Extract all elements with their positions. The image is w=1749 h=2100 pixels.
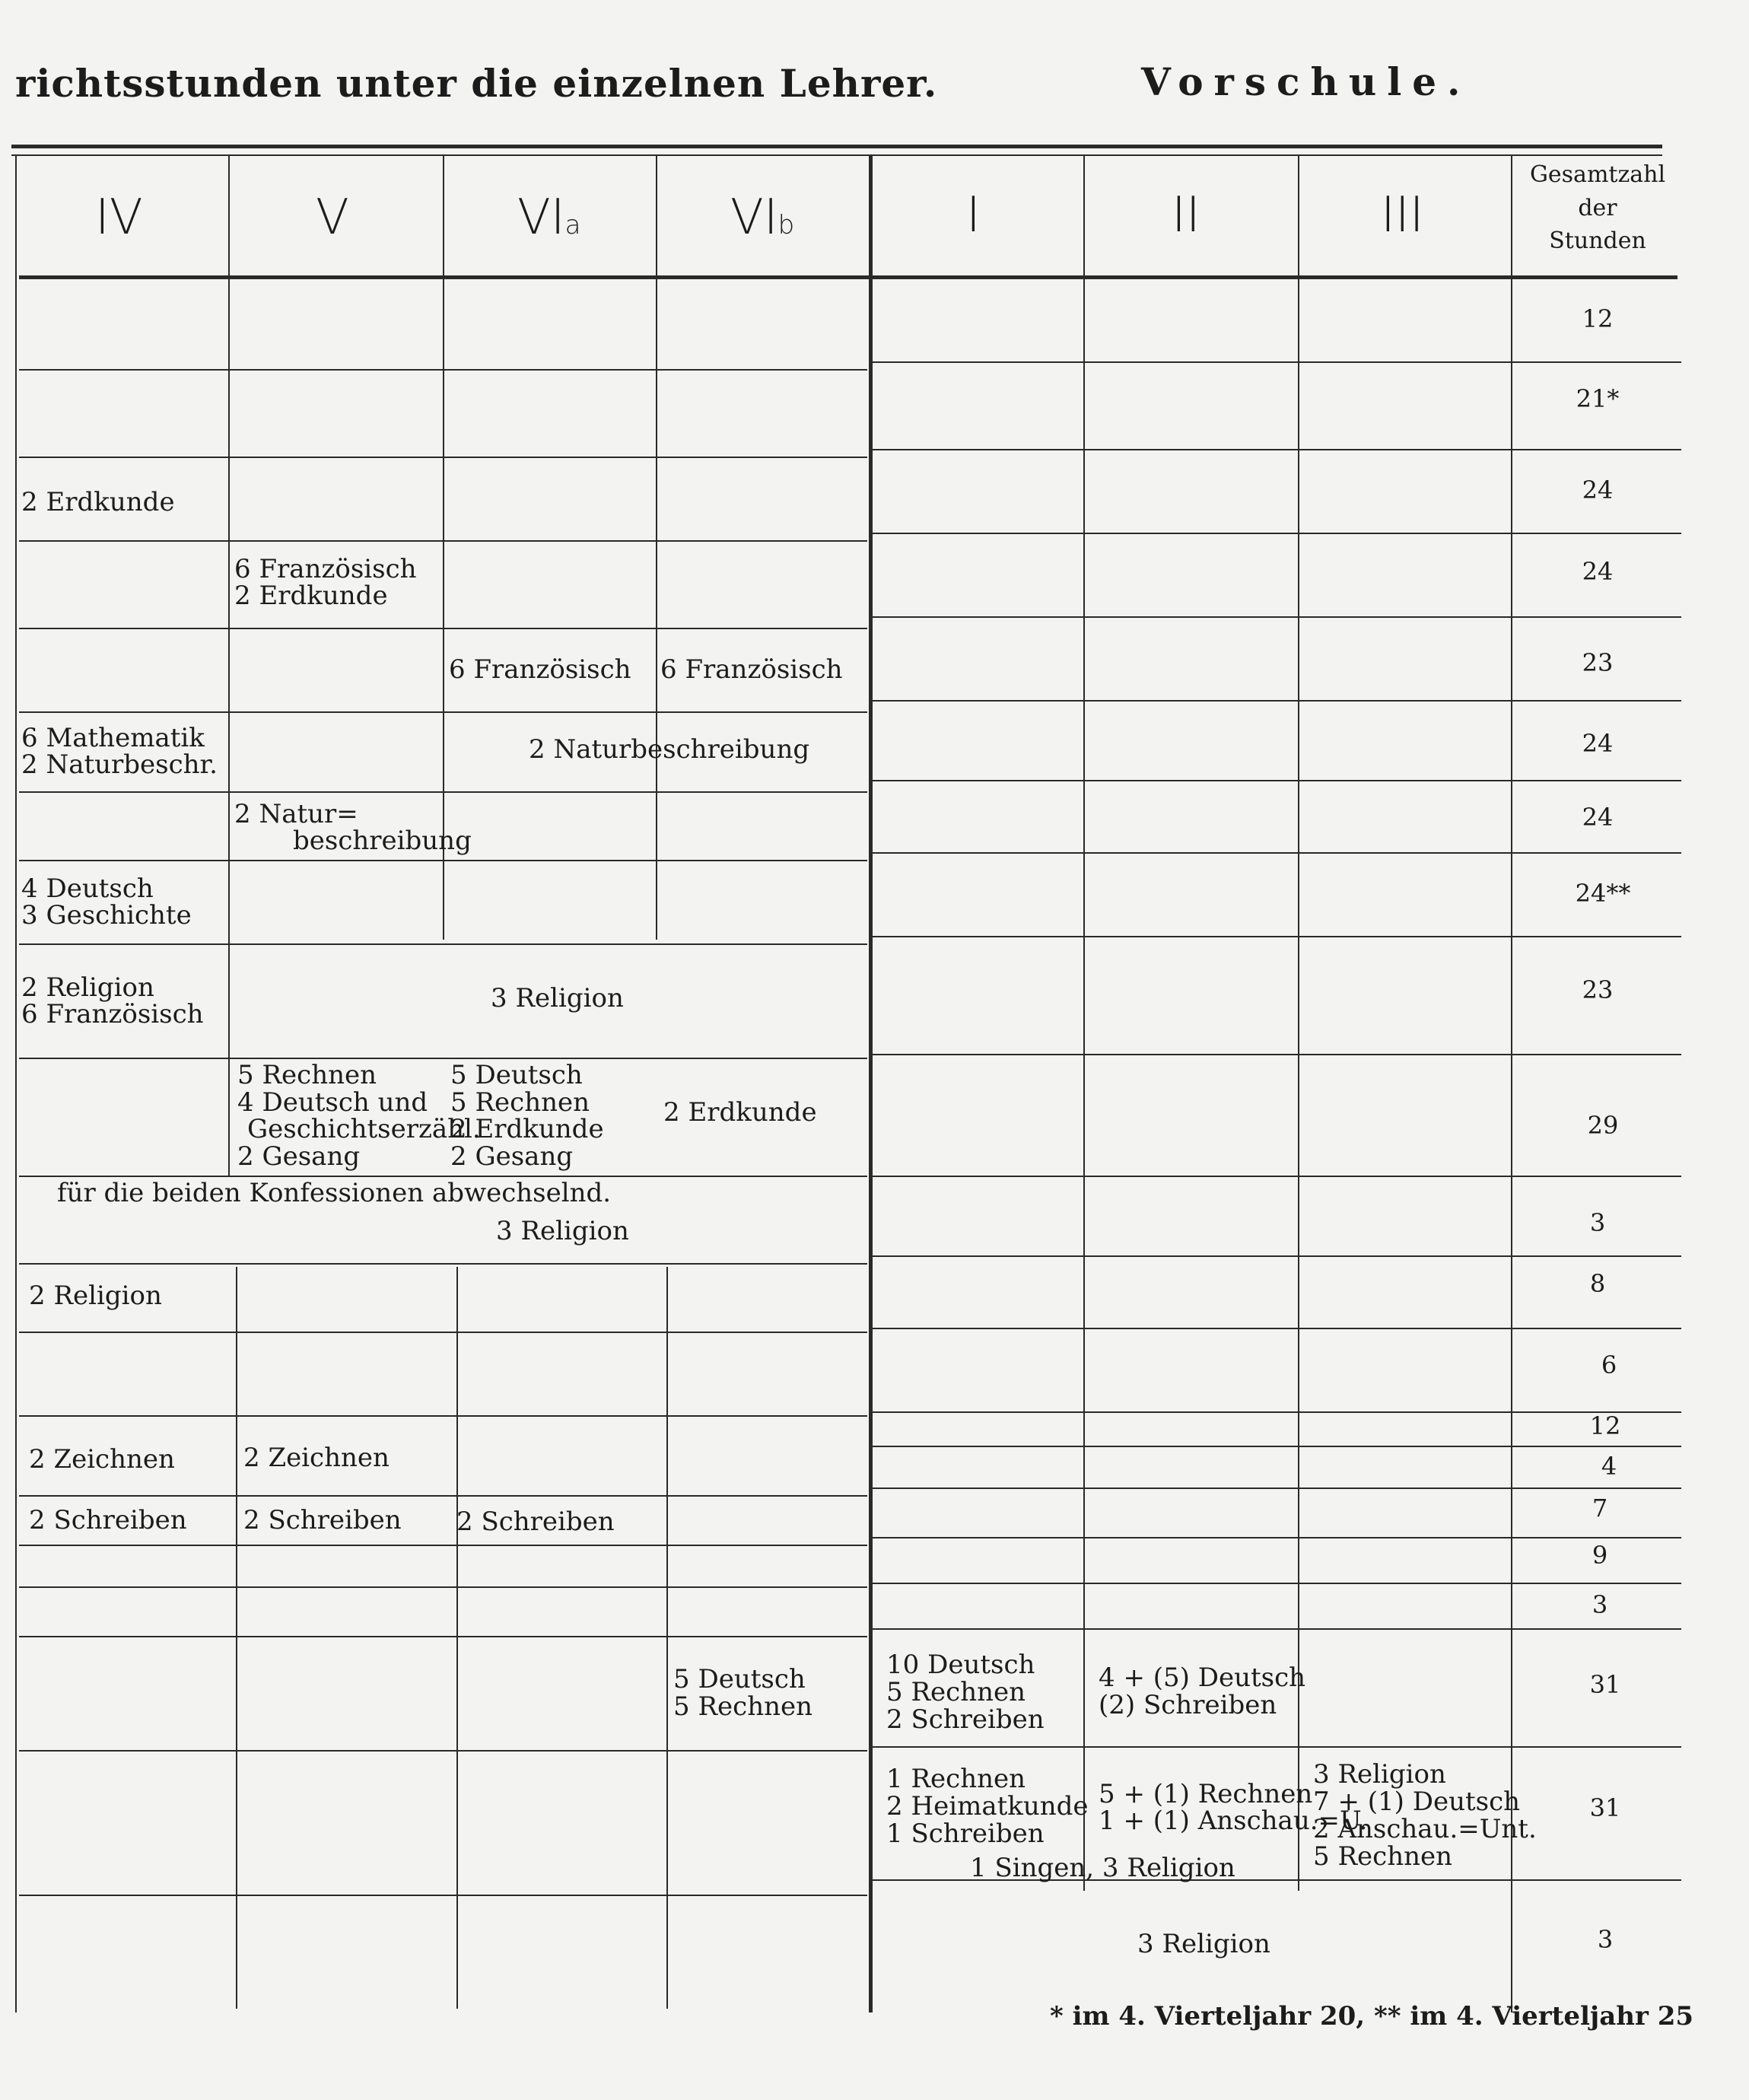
total-cell: 9 <box>1592 1541 1608 1570</box>
col-line-ii-iii <box>1298 156 1299 1891</box>
cell-text: 2 Schreiben <box>456 1507 615 1537</box>
row-sep <box>19 791 867 793</box>
col-header-ii: II <box>1172 187 1200 243</box>
row-sep <box>19 1176 867 1177</box>
cell-text: 6 Französisch <box>449 654 631 685</box>
row-sep-right <box>871 361 1681 363</box>
total-cell: 31 <box>1589 1793 1621 1822</box>
col-header-vib <box>730 189 794 247</box>
row-sep-right <box>871 616 1681 618</box>
cell-text: 4 Deutsch <box>21 873 154 904</box>
row-sep-right <box>871 1328 1681 1329</box>
cell-text: 1 + (1) Anschau.=U. <box>1099 1806 1368 1836</box>
col-line-v-via-lower <box>456 1267 458 2009</box>
col-line-via-vib-lower <box>666 1267 668 2009</box>
row-sep <box>19 540 867 542</box>
col-header-via-sub: a <box>564 210 581 240</box>
row-sep-right <box>871 1583 1681 1584</box>
top-rule <box>11 145 1662 148</box>
cell-text: 2 Heimatkunde <box>886 1791 1089 1822</box>
cell-text: 2 Religion <box>29 1281 162 1311</box>
cell-text: 6 Französisch <box>234 554 417 584</box>
row-sep <box>19 628 867 629</box>
cell-text: Geschichtserzähl. <box>247 1114 481 1144</box>
col-header-iii: III <box>1381 187 1424 243</box>
total-cell: 4 <box>1601 1452 1617 1481</box>
total-cell: 29 <box>1587 1111 1619 1140</box>
row-sep-right <box>871 852 1681 854</box>
cell-text: 2 Gesang <box>450 1141 574 1172</box>
cell-text: 5 Rechnen <box>237 1060 377 1090</box>
total-cell: 12 <box>1582 304 1614 333</box>
cell-text: 2 Zeichnen <box>29 1444 175 1475</box>
cell-text: 3 Religion <box>496 1216 629 1246</box>
cell-text: 2 Religion <box>21 972 154 1003</box>
col-header-v: V <box>316 189 349 246</box>
col-line-left <box>15 156 17 2013</box>
col-header-total <box>1518 158 1677 258</box>
cell-text: 2 Schreiben <box>886 1704 1045 1735</box>
row-sep <box>19 711 867 713</box>
row-sep-right <box>871 936 1681 937</box>
cell-text: 5 Deutsch <box>450 1060 583 1090</box>
cell-text: 5 Deutsch <box>673 1664 806 1694</box>
row-sep-right <box>871 1537 1681 1538</box>
cell-text: 4 Deutsch und <box>237 1087 428 1118</box>
cell-text: 2 Schreiben <box>243 1505 402 1535</box>
row-sep-right <box>871 1176 1681 1177</box>
cell-text: 1 Rechnen <box>886 1764 1026 1794</box>
col-line-via-vib <box>656 156 657 940</box>
cell-text: beschreibung <box>293 826 472 856</box>
cell-text: 2 Naturbeschreibung <box>529 734 810 765</box>
row-sep <box>19 1586 867 1588</box>
cell-text: 2 Schreiben <box>29 1505 187 1535</box>
col-header-total-l3: Stunden <box>1549 228 1646 254</box>
row-sep-right <box>871 449 1681 450</box>
total-cell: 24 <box>1582 557 1614 586</box>
row-sep-right <box>871 1446 1681 1447</box>
header-bottom-rule <box>19 275 1677 279</box>
cell-text: 5 + (1) Rechnen <box>1099 1779 1313 1809</box>
top-rule-thin <box>11 154 1662 156</box>
cell-text: 4 + (5) Deutsch <box>1099 1662 1306 1693</box>
row-sep <box>19 1895 867 1896</box>
cell-text: 2 Erdkunde <box>450 1114 604 1144</box>
cell-text: 5 Rechnen <box>886 1677 1026 1707</box>
col-line-iv-v-lower <box>236 1267 237 2009</box>
row-sep-right <box>871 1746 1681 1748</box>
col-header-i: I <box>966 187 981 243</box>
row-sep <box>19 1495 867 1497</box>
cell-text: 2 Erdkunde <box>234 581 388 611</box>
row-sep <box>19 1545 867 1546</box>
row-sep-right <box>871 700 1681 702</box>
cell-text: 1 Schreiben <box>886 1818 1045 1849</box>
col-line-iii-total <box>1511 156 1512 2013</box>
row-sep-right <box>871 1411 1681 1413</box>
row-sep <box>19 1332 867 1333</box>
row-sep <box>19 457 867 458</box>
col-header-via <box>517 189 581 247</box>
col-header-iv: IV <box>95 189 143 246</box>
col-header-via-base: VI <box>517 189 565 246</box>
cell-text: 7 + (1) Deutsch <box>1313 1787 1521 1817</box>
cell-text: 5 Rechnen <box>1313 1841 1453 1872</box>
total-cell: 3 <box>1597 1925 1614 1954</box>
cell-text: 3 Religion <box>491 983 624 1013</box>
cell-text: 6 Französisch <box>21 999 204 1029</box>
total-cell: 31 <box>1589 1670 1621 1699</box>
col-line-iv-v <box>228 156 230 1176</box>
cell-text: 5 Rechnen <box>450 1087 590 1118</box>
cell-text: 2 Naturbeschr. <box>21 749 218 780</box>
row-sep <box>19 1750 867 1752</box>
page-header-right: Vorschule. <box>1141 59 1471 104</box>
cell-text: 5 Rechnen <box>673 1691 813 1722</box>
col-header-vib-sub: b <box>778 210 795 240</box>
row-sep <box>19 1415 867 1417</box>
cell-text: 2 Gesang <box>237 1141 361 1172</box>
page-header-left: richtsstunden unter die einzelnen Lehrer. <box>15 61 938 106</box>
total-cell: 21* <box>1576 384 1620 413</box>
total-cell: 23 <box>1582 648 1614 677</box>
cell-text: 6 Mathematik <box>21 723 205 753</box>
row-sep <box>19 943 867 945</box>
footnote: * im 4. Vierteljahr 20, ** im 4. Vierteljahr 25 <box>1050 2001 1694 2032</box>
row-sep-right <box>871 1488 1681 1489</box>
row-sep <box>19 860 867 861</box>
cell-text: 2 Zeichnen <box>243 1443 390 1473</box>
col-line-i-ii <box>1083 156 1085 1891</box>
cell-text: 2 Anschau.=Unt. <box>1313 1814 1537 1844</box>
row-sep-right <box>871 1054 1681 1055</box>
total-cell: 3 <box>1589 1208 1606 1237</box>
row-sep-right <box>871 1255 1681 1257</box>
cell-text: 3 Geschichte <box>21 900 192 931</box>
total-cell: 24 <box>1582 476 1614 504</box>
total-cell: 3 <box>1592 1590 1608 1619</box>
row-sep <box>19 1636 867 1637</box>
total-cell: 24 <box>1582 729 1614 758</box>
total-cell: 24 <box>1582 803 1614 832</box>
cell-text: 2 Natur= <box>234 799 358 829</box>
note-row: für die beiden Konfessionen abwechselnd. <box>57 1178 612 1208</box>
cell-text: 1 Singen, 3 Religion <box>970 1853 1235 1883</box>
row-sep <box>19 1263 867 1265</box>
cell-text: 2 Erdkunde <box>21 487 175 517</box>
cell-text: 3 Religion <box>1137 1929 1270 1959</box>
col-line-vorschule <box>869 156 873 2013</box>
row-sep-right <box>871 1628 1681 1630</box>
row-sep <box>19 1058 867 1059</box>
row-sep-right <box>871 533 1681 534</box>
col-header-total-l2: der <box>1578 194 1617 221</box>
cell-text: 3 Religion <box>1313 1759 1446 1790</box>
col-line-v-via <box>443 156 444 940</box>
total-cell: 7 <box>1592 1494 1608 1522</box>
total-cell: 24** <box>1575 879 1631 908</box>
total-cell: 8 <box>1589 1269 1606 1298</box>
total-cell: 23 <box>1582 975 1614 1004</box>
col-header-total-l1: Gesamtzahl <box>1529 161 1666 188</box>
row-sep <box>19 369 867 371</box>
col-header-vib-base: VI <box>730 189 778 246</box>
total-cell: 12 <box>1589 1411 1621 1440</box>
cell-text: 2 Erdkunde <box>663 1097 817 1128</box>
total-cell: 6 <box>1601 1351 1617 1379</box>
cell-text: 10 Deutsch <box>886 1650 1035 1680</box>
cell-text: (2) Schreiben <box>1099 1690 1277 1720</box>
cell-text: 6 Französisch <box>660 654 843 685</box>
row-sep-right <box>871 780 1681 781</box>
